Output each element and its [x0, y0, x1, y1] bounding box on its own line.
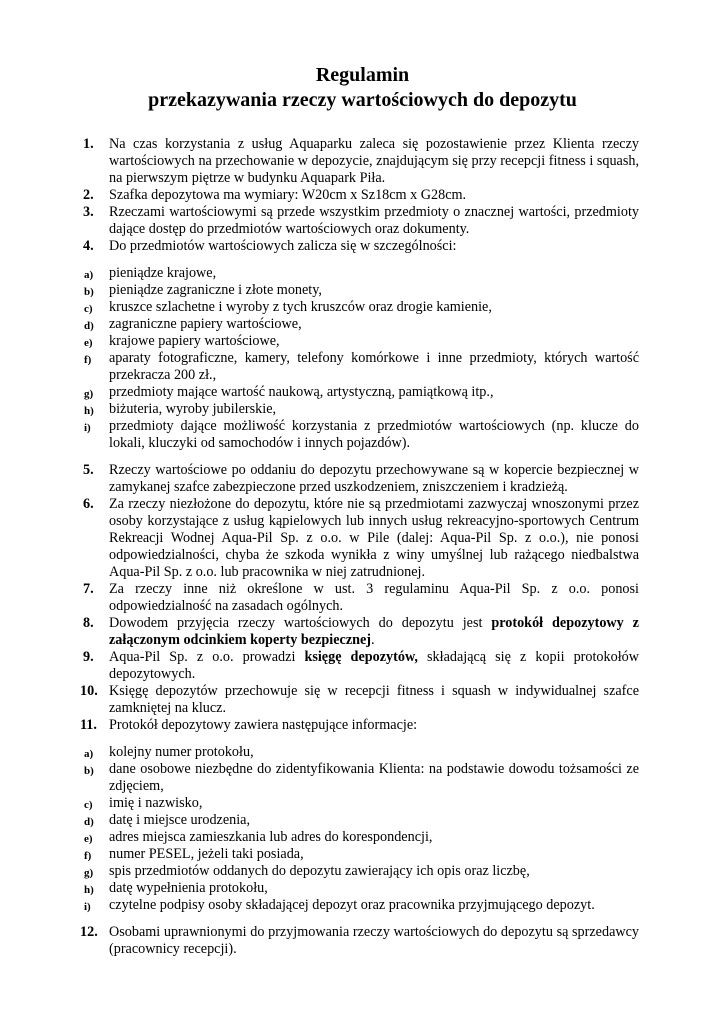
- rule-text: Rzeczami wartościowymi są przede wszystkim przedmioty o znacznej wartości, przedmioty dające dostęp do przedmiotów wartościowych oraz dokumenty.: [109, 204, 639, 237]
- rule-number: 2.: [83, 187, 94, 203]
- sub-text: zagraniczne papiery wartościowe,: [109, 316, 302, 332]
- sub-letter: f): [84, 850, 92, 862]
- list-item: [83, 333, 639, 350]
- rule-text: [109, 615, 639, 649]
- list-item: [83, 812, 639, 829]
- list-item: [83, 795, 639, 812]
- sub-letter: h): [84, 405, 94, 417]
- sub-letter: i): [84, 422, 91, 434]
- rule-text-pre: Dowodem przyjęcia rzeczy wartościowych do depozytu jest: [109, 615, 492, 631]
- sub-text: krajowe papiery wartościowe,: [109, 333, 280, 349]
- rule-text: Za rzeczy inne niż określone w ust. 3 regulaminu Aqua-Pil Sp. z o.o. ponosi odpowiedzialność na zasadach ogólnych.: [109, 581, 639, 614]
- sub-letter: c): [84, 799, 93, 811]
- rule-text-post: składającą się z kopii protokołów depozytowych.: [109, 649, 639, 682]
- sub-text: dane osobowe niezbędne do zidentyfikowania Klienta: na podstawie dowodu tożsamości ze zdjęciem,: [109, 761, 639, 794]
- rule-text-bold: księgę depozytów,: [304, 649, 418, 665]
- sub-letter: b): [84, 765, 94, 777]
- rule-text: Do przedmiotów wartościowych zalicza się w szczególności:: [109, 238, 457, 254]
- sub-letter: g): [84, 867, 94, 879]
- title-line-1: Regulamin: [315, 64, 410, 86]
- rule-text: Za rzeczy niezłożone do depozytu, które nie są przedmiotami zazwyczaj wnoszonymi przez osoby korzystające z usług kąpielowych lub innych usług rekreacyjno-sportowych Centrum Rekreacji Wodnej Aqua-Pil Sp. z o.o. w Pile (dalej: Aqua-Pil Sp. z o.o.), nie ponosi odpowiedzialności, chyba że szkoda wynikła z winy umyślnej lub rażącego niedbalstwa Aqua-Pil Sp. z o.o. lub pracownika w niej zatrudnionej.: [109, 496, 639, 580]
- list-item: [83, 299, 639, 316]
- rule-4: [83, 238, 639, 255]
- sub-text: kolejny numer protokołu,: [109, 744, 254, 760]
- rule-number: 6.: [83, 496, 94, 512]
- sub-letter: d): [84, 320, 94, 332]
- sub-letter: i): [84, 901, 91, 913]
- rule-8: [83, 615, 639, 649]
- sub-letter: d): [84, 816, 94, 828]
- rule-number: 10.: [80, 683, 98, 699]
- rule-5: [83, 462, 639, 496]
- rule-text: Protokół depozytowy zawiera następujące informacje:: [109, 717, 418, 733]
- list-item: [83, 863, 639, 880]
- rule-text: [109, 649, 639, 683]
- list-item: [83, 761, 639, 795]
- sub-letter: e): [84, 833, 93, 845]
- rule-text: Księgę depozytów przechowuje się w recepcji fitness i squash w indywidualnej szafce zamkniętej na klucz.: [109, 683, 639, 716]
- rule-number: 9.: [83, 649, 94, 665]
- regulations-list: [80, 136, 639, 958]
- sub-letter: c): [84, 303, 93, 315]
- list-item: [83, 384, 639, 401]
- list-item: [83, 897, 639, 914]
- sub-text: datę i miejsce urodzenia,: [109, 812, 251, 828]
- sub-text: kruszce szlachetne i wyroby z tych kruszców oraz drogie kamienie,: [109, 299, 492, 315]
- sub-text: spis przedmiotów oddanych do depozytu zawierający ich opis oraz liczbę,: [109, 863, 530, 879]
- rule-number: 5.: [83, 462, 94, 478]
- rule-number: 3.: [83, 204, 94, 220]
- rule-text: Na czas korzystania z usług Aquaparku zaleca się pozostawienie przez Klienta rzeczy wartościowych na przechowanie w depozycie, znajdującym się przy recepcji fitness i squash, na pierwszym piętrze w budynku Aquapark Piła.: [109, 136, 639, 186]
- sub-text: czytelne podpisy osoby składającej depozyt oraz pracownika przyjmującego depozyt.: [109, 897, 595, 913]
- sub-text: adres miejsca zamieszkania lub adres do korespondencji,: [109, 829, 433, 845]
- sub-text: datę wypełnienia protokołu,: [109, 880, 268, 896]
- rule-2: [83, 187, 639, 204]
- rule-number: 8.: [83, 615, 94, 631]
- rule-3: [83, 204, 639, 238]
- sub-letter: f): [84, 354, 92, 366]
- sub-text: imię i nazwisko,: [109, 795, 203, 811]
- rule-text-post: .: [371, 632, 375, 648]
- list-item: [83, 846, 639, 863]
- sub-letter: a): [84, 269, 94, 281]
- rule-11: [80, 717, 639, 734]
- protocol-info-sublist: [83, 744, 639, 914]
- rule-number: 11.: [80, 717, 97, 733]
- rule-7: [83, 581, 639, 615]
- title-line-2: przekazywania rzeczy wartościowych do depozytu: [148, 89, 577, 111]
- sub-text: przedmioty mające wartość naukową, artystyczną, pamiątkową itp.,: [109, 384, 494, 400]
- rule-text-pre: Aqua-Pil Sp. z o.o. prowadzi: [109, 649, 305, 665]
- sub-letter: b): [84, 286, 94, 298]
- sub-text: pieniądze krajowe,: [109, 265, 217, 281]
- rule-number: 7.: [83, 581, 94, 597]
- rule-number: 4.: [83, 238, 94, 254]
- sub-text: pieniądze zagraniczne i złote monety,: [109, 282, 322, 298]
- list-item: [83, 744, 639, 761]
- sub-text: numer PESEL, jeżeli taki posiada,: [109, 846, 304, 862]
- rule-text: Rzeczy wartościowe po oddaniu do depozytu przechowywane są w kopercie bezpiecznej w zamykanej szafce zabezpieczone przed uszkodzeniem, zniszczeniem i kradzieżą.: [109, 462, 639, 495]
- list-item: [83, 401, 639, 418]
- sub-letter: g): [84, 388, 94, 400]
- rule-text: Szafka depozytowa ma wymiary: W20cm x Sz18cm x G28cm.: [109, 187, 467, 203]
- sub-letter: e): [84, 337, 93, 349]
- list-item: [83, 829, 639, 846]
- sub-text: aparaty fotograficzne, kamery, telefony komórkowe i inne przedmioty, których wartość przekracza 200 zł.,: [109, 350, 639, 383]
- sub-text: biżuteria, wyroby jubilerskie,: [109, 401, 277, 417]
- sub-text: przedmioty dające możliwość korzystania z przedmiotów wartościowych (np. klucze do lokali, kluczyki od samochodów i innych pojazdów).: [109, 418, 639, 451]
- sub-letter: a): [84, 748, 94, 760]
- valuables-sublist: [83, 265, 639, 452]
- sub-letter: h): [84, 884, 94, 896]
- list-item: [83, 350, 639, 384]
- rule-10: [80, 683, 639, 717]
- rule-12: [80, 924, 639, 958]
- rule-text: Osobami uprawnionymi do przyjmowania rzeczy wartościowych do depozytu są sprzedawcy (pracownicy recepcji).: [109, 924, 639, 957]
- rule-1: [83, 136, 639, 187]
- list-item: [83, 265, 639, 282]
- list-item: [83, 282, 639, 299]
- document-title: [0, 63, 725, 113]
- rule-9: [83, 649, 639, 683]
- rule-text-bold: protokół depozytowy z załączonym odcinkiem koperty bezpiecznej: [109, 615, 639, 648]
- rule-number: 1.: [83, 136, 94, 152]
- list-item: [83, 316, 639, 333]
- list-item: [83, 880, 639, 897]
- rule-6: [83, 496, 639, 581]
- list-item: [83, 418, 639, 452]
- rule-number: 12.: [80, 924, 98, 940]
